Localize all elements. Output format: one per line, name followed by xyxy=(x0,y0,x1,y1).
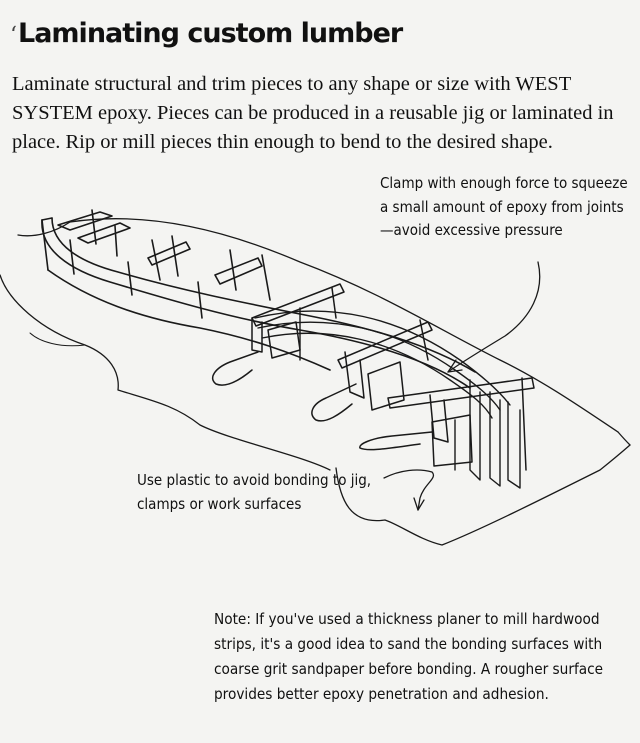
intro-paragraph: Laminate structural and trim pieces to any shape or size with WEST SYSTEM epoxy. Pieces can be produced in a reusable jig or laminated in place. Rip or mill pieces thin enough to bend to the desired shape. xyxy=(12,73,614,153)
plastic-callout-label: Use plastic to avoid bonding to jig, clamps or work surfaces xyxy=(137,471,372,513)
callout-pointers xyxy=(384,262,540,510)
title-mark: ‘ xyxy=(10,23,16,48)
footnote: Note: If you've used a thickness planer to mill hardwood strips, it's a good idea to sand the bonding surfaces with coarse grit sandpaper before bonding. A rougher surface provides better epoxy penetration and adhesion. xyxy=(214,610,604,703)
bar-clamps xyxy=(213,284,534,470)
clamp-callout-label: Clamp with enough force to squeeze a small amount of epoxy from joints—avoid excessive pressure xyxy=(380,174,628,239)
title-text: Laminating custom lumber xyxy=(18,18,403,49)
